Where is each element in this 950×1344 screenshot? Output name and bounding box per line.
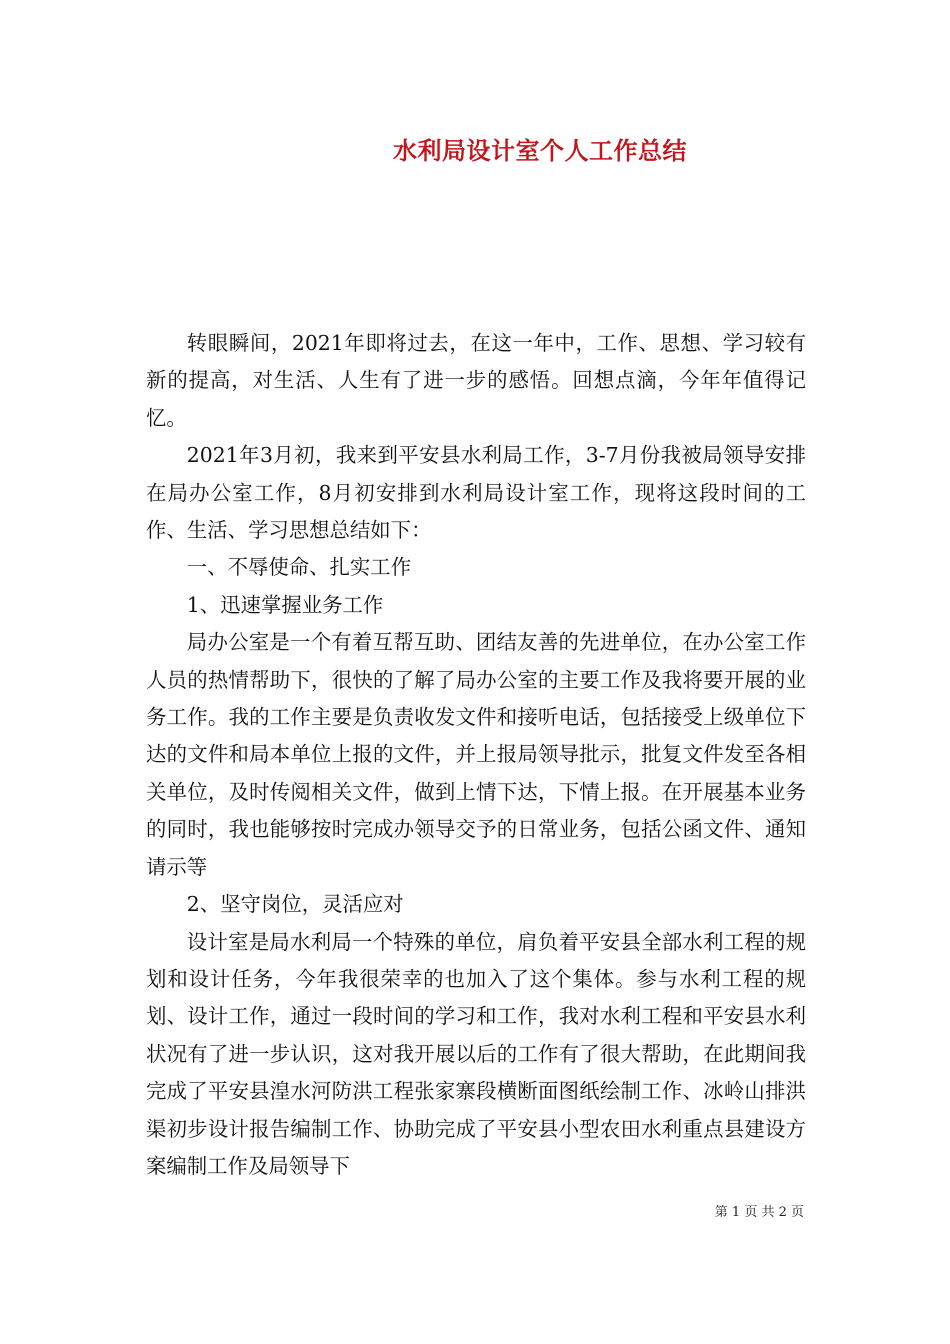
- page-number-footer: 第 1 页 共 2 页: [714, 1205, 804, 1220]
- paragraph-background: 2021年3月初，我来到平安县水利局工作，3-7月份我被局领导安排在局办公室工作，8月初安排到水利局设计室工作，现将这段时间的工作、生活、学习思想总结如下：: [146, 443, 806, 543]
- subsection-heading: 1、迅速掌握业务工作: [186, 592, 384, 617]
- paragraph-design-work: 设计室是局水利局一个特殊的单位，肩负着平安县全部水利工程的规划和设计任务，今年我很荣幸的也加入了这个集体。参与水利工程的规划、设计工作，通过一段时间的学习和工作，我对水利工程和平安县水利状况有了进一步认识，这对我开展以后的工作有了很大帮助，在此期间我完成了平安县湟水河防洪工程张家寨段横断面图纸绘制工作、冰岭山排洪渠初步设计报告编制工作、协助完成了平安县小型农田水利重点县建设方案编制工作及局领导下: [146, 929, 806, 1178]
- document-body: [146, 325, 806, 1185]
- section-heading: 一、不辱使命、扎实工作: [186, 555, 412, 580]
- paragraph-intro: 转眼瞬间，2021年即将过去，在这一年中，工作、思想、学习较有新的提高，对生活、人生有了进一步的感悟。回想点滴，今年年值得记忆。: [146, 331, 806, 430]
- document-title: 水利局设计室个人工作总结: [393, 137, 687, 165]
- paragraph-office-work: 局办公室是一个有着互帮互助、团结友善的先进单位，在办公室工作人员的热情帮助下，很快的了解了局办公室的主要工作及我将要开展的业务工作。我的工作主要是负责收发文件和接听电话，包括接受上级单位下达的文件和局本单位上报的文件，并上报局领导批示，批复文件发至各相关单位，及时传阅相关文件，做到上情下达，下情上报。在开展基本业务的同时，我也能够按时完成办领导交予的日常业务，包括公函文件、通知请示等: [146, 630, 806, 879]
- subsection-heading: 2、坚守岗位，灵活应对: [186, 892, 404, 917]
